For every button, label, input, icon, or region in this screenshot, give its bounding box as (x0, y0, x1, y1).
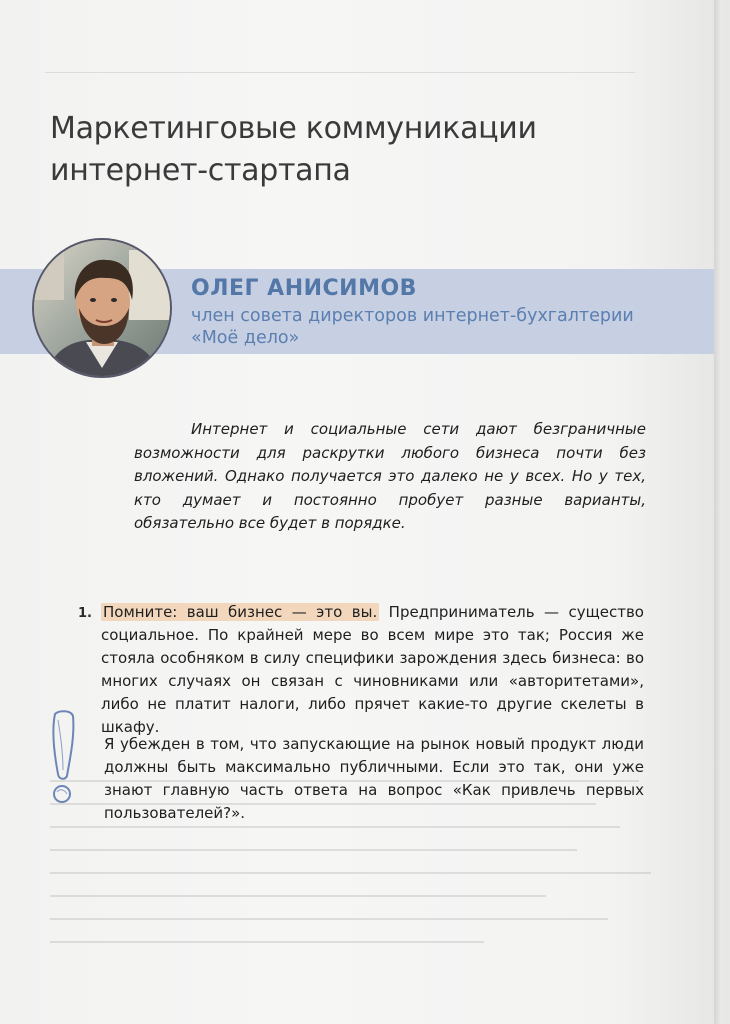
author-photo (32, 238, 172, 378)
chapter-title: Маркетинговые коммуникации интернет-стартапа (50, 111, 537, 188)
author-portrait-image (34, 240, 172, 378)
author-role: член совета директоров интернет-бухгалтерии «Моё дело» (191, 306, 634, 348)
exclamation-icon (45, 708, 85, 808)
show-through-header-line (45, 72, 635, 73)
list-item-text (101, 601, 644, 739)
page-edge (714, 0, 722, 1024)
list-item-number: 1. (78, 606, 92, 621)
highlighted-phrase: Помните: ваш бизнес — это вы. (103, 603, 378, 621)
author-name: ОЛЕГ АНИСИМОВ (191, 276, 417, 301)
note-text: Я убежден в том, что запускающие на рынок новый продукт люди должны быть максимально публичными. Если это так, они уже знают главную часть ответа на вопрос «Как привлечь первых пользователей?». (104, 735, 644, 822)
list-item-body: Предприниматель — существо социальное. По крайней мере во всем мире это так; Россия же стояла особняком в силу специфики зарождения здесь бизнеса: во многих случаях он связан с чиновниками или «авторитетами», либо не платит налоги, либо прячет какие-то другие скелеты в шкафу. (101, 603, 644, 736)
epigraph-quote: Интернет и социальные сети дают безграничные возможности для раскрутки любого бизнеса почти без вложений. Однако получается это далеко не у всех. Но у тех, кто думает и постоянно пробует разные варианты, обязательно все будет в порядке. (134, 420, 646, 532)
